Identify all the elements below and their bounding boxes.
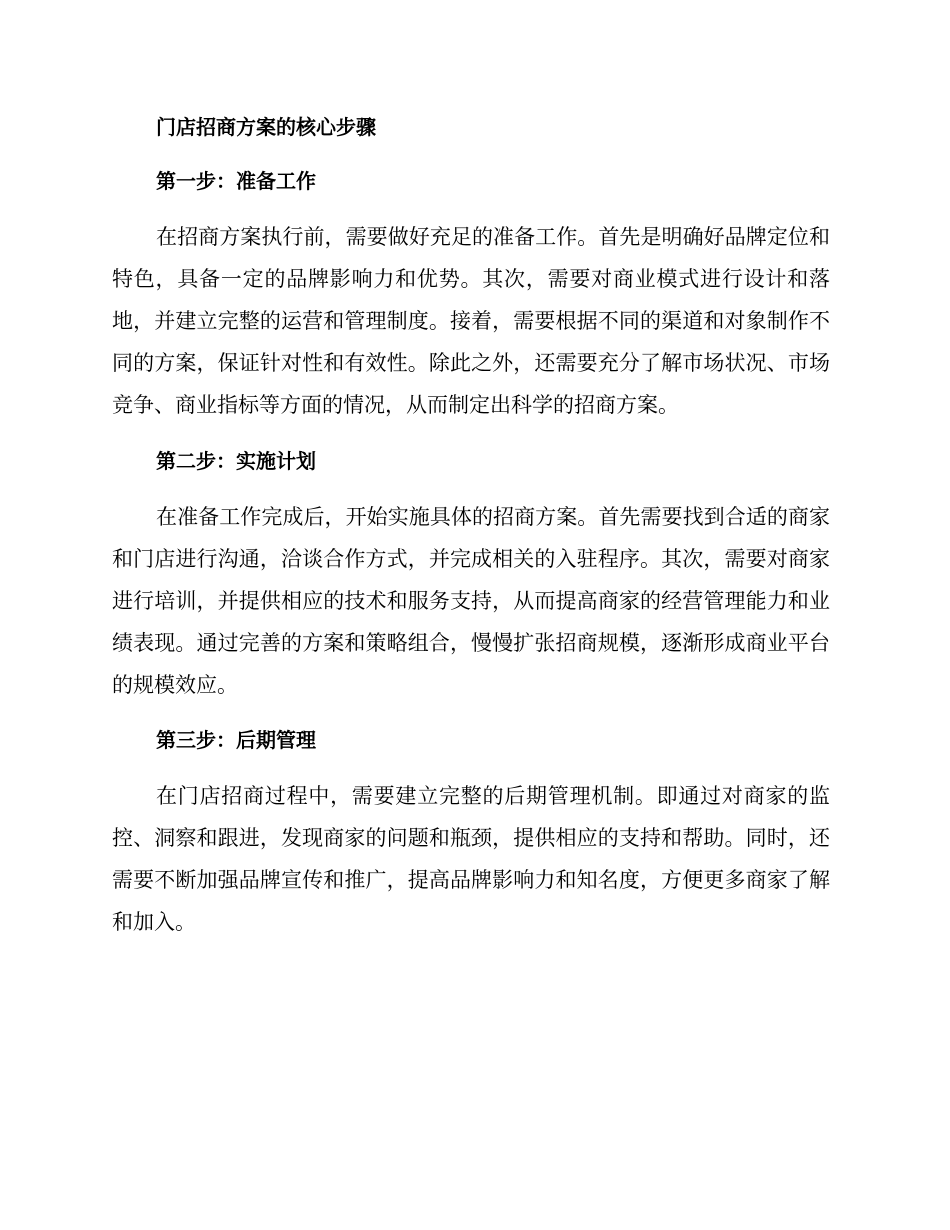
document-title: 门店招商方案的核心步骤 <box>156 115 376 139</box>
section-heading-step-2: 第二步：实施计划 <box>156 449 316 473</box>
section-heading-step-1: 第一步：准备工作 <box>156 169 316 193</box>
section-paragraph-step-2: 在准备工作完成后，开始实施具体的招商方案。首先需要找到合适的商家和门店进行沟通，洽谈合作方式，并完成相关的入驻程序。其次，需要对商家进行培训，并提供相应的技术和服务支持，从而提高商家的经营管理能力和业绩表现。通过完善的方案和策略组合，慢慢扩张招商规模，逐渐形成商业平台的规模效应。 <box>112 505 830 697</box>
section-paragraph-step-3: 在门店招商过程中，需要建立完整的后期管理机制。即通过对商家的监控、洞察和跟进，发现商家的问题和瓶颈，提供相应的支持和帮助。同时，还需要不断加强品牌宣传和推广，提高品牌影响力和知名度，方便更多商家了解和加入。 <box>112 784 830 934</box>
section-heading-step-3: 第三步：后期管理 <box>156 728 316 752</box>
section-paragraph-step-1: 在招商方案执行前，需要做好充足的准备工作。首先是明确好品牌定位和特色，具备一定的品牌影响力和优势。其次，需要对商业模式进行设计和落地，并建立完整的运营和管理制度。接着，需要根据不同的渠道和对象制作不同的方案，保证针对性和有效性。除此之外，还需要充分了解市场状况、市场竞争、商业指标等方面的情况，从而制定出科学的招商方案。 <box>112 225 830 417</box>
